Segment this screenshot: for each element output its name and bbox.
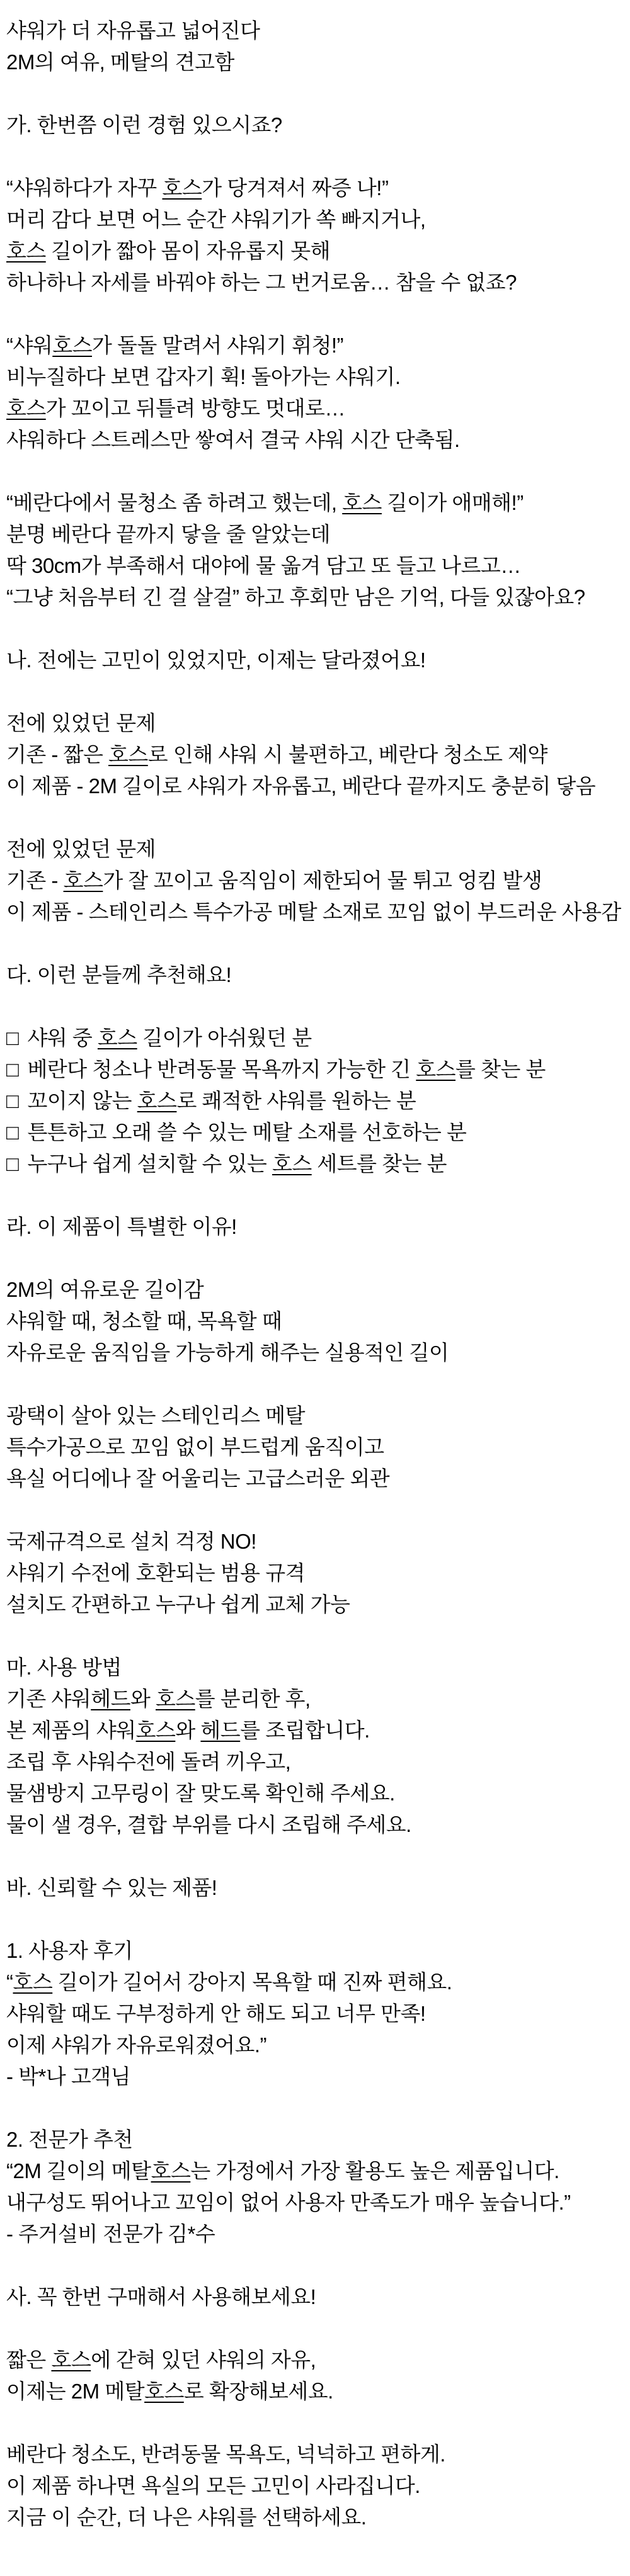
quote-line: “샤워하다가 자꾸 호스가 당겨져서 짜증 나!” <box>6 176 389 200</box>
checklist-item <box>6 1054 627 1085</box>
checkbox-icon: □ <box>6 1058 19 1081</box>
section-heading-text: 가. 한번쯤 이런 경험 있으시죠? <box>6 113 282 137</box>
checkbox-icon: □ <box>6 1026 19 1049</box>
closing-message-2 <box>6 2439 627 2533</box>
text-line: 비누질하다 보면 갑자기 휙! 돌아가는 샤워기. <box>6 365 401 388</box>
complaint-shower-pull <box>6 172 627 298</box>
section-heading-text: 라. 이 제품이 특별한 이유! <box>6 1215 237 1238</box>
problem-before-line: 기존 - 짧은 호스로 인해 샤워 시 불편하고, 베란다 청소도 제약 <box>6 743 547 766</box>
problem-solution-twist <box>6 833 627 928</box>
review-quote-line: “호스 길이가 길어서 강아지 목욕할 때 진짜 편해요. <box>6 1970 452 1994</box>
text-line: 샤워기 수전에 호환되는 범용 규격 <box>6 1561 305 1585</box>
intro-title-line: 샤워가 더 자유롭고 넓어진다 <box>6 19 260 42</box>
text-line: 자유로운 움직임을 가능하게 해주는 실용적인 길이 <box>6 1341 449 1364</box>
usage-step-line: 본 제품의 샤워호스와 헤드를 조립합니다. <box>6 1719 370 1742</box>
text-line: 샤워할 때, 청소할 때, 목욕할 때 <box>6 1309 282 1333</box>
quote-line: “베란다에서 물청소 좀 하려고 했는데, 호스 길이가 애매해!” <box>6 491 524 514</box>
review-quote-line: “2M 길이의 메탈호스는 가정에서 가장 활용도 높은 제품입니다. <box>6 2159 559 2183</box>
problem-title-line: 전에 있었던 문제 <box>6 711 156 735</box>
text-line: 베란다 청소도, 반려동물 목욕도, 넉넉하고 편하게. <box>6 2443 445 2466</box>
quote-line: “샤워호스가 돌돌 말려서 샤워기 휘청!” <box>6 334 344 357</box>
checkbox-icon: □ <box>6 1089 19 1112</box>
checkbox-icon: □ <box>6 1121 19 1144</box>
text-line: 지금 이 순간, 더 나은 샤워를 선택하세요. <box>6 2505 367 2529</box>
review-quote-line: 내구성도 뛰어나고 꼬임이 없어 사용자 만족도가 매우 높습니다.” <box>6 2191 571 2214</box>
text-line: “그냥 처음부터 긴 걸 살걸” 하고 후회만 남은 기억, 다들 있잖아요? <box>6 585 585 609</box>
feature-title-line: 광택이 살아 있는 스테인리스 메탈 <box>6 1404 305 1427</box>
section-heading-text: 나. 전에는 고민이 있었지만, 이제는 달라졌어요! <box>6 648 426 672</box>
checkbox-icon: □ <box>6 1152 19 1175</box>
problem-after-line: 이 제품 - 2M 길이로 샤워가 자유롭고, 베란다 끝까지도 충분히 닿음 <box>6 774 596 798</box>
checklist-item-label: 꼬이지 않는 호스로 쾌적한 샤워를 원하는 분 <box>27 1089 416 1112</box>
problem-before-line: 기존 - 호스가 잘 꼬이고 움직임이 제한되어 물 튀고 엉킴 발생 <box>6 869 542 892</box>
problem-title-line: 전에 있었던 문제 <box>6 837 156 861</box>
text-line: 이제는 2M 메탈호스로 확장해보세요. <box>6 2380 333 2403</box>
checklist-item-label: 베란다 청소나 반려동물 목욕까지 가능한 긴 호스를 찾는 분 <box>27 1058 546 1081</box>
checklist-item <box>6 1148 627 1180</box>
usage-instructions <box>6 1652 627 1841</box>
feature-title-line: 2M의 여유로운 길이감 <box>6 1278 204 1301</box>
feature-material <box>6 1400 627 1494</box>
section-heading-na <box>6 645 627 676</box>
usage-step-line: 물샘방지 고무링이 잘 맞도록 확인해 주세요. <box>6 1782 395 1805</box>
section-heading-da <box>6 959 627 991</box>
complaint-hose-twist <box>6 330 627 456</box>
text-line: 머리 감다 보면 어느 순간 샤워기가 쏙 빠지거나, <box>6 208 426 231</box>
feature-standard <box>6 1526 627 1620</box>
review-quote-line: 이제 샤워가 자유로워졌어요.” <box>6 2033 267 2057</box>
section-heading-text: 바. 신뢰할 수 있는 제품! <box>6 1876 217 1899</box>
text-line: 이 제품 하나면 욕실의 모든 고민이 사라집니다. <box>6 2474 420 2497</box>
complaint-veranda <box>6 487 627 613</box>
review-author-line: - 박*나 고객님 <box>6 2065 131 2088</box>
section-heading-ra <box>6 1211 627 1243</box>
text-line: 분명 베란다 끝까지 닿을 줄 알았는데 <box>6 523 331 546</box>
feature-length <box>6 1274 627 1369</box>
section-heading-text: 사. 꼭 한번 구매해서 사용해보세요! <box>6 2285 316 2308</box>
text-line: 욕실 어디에나 잘 어울리는 고급스러운 외관 <box>6 1467 390 1490</box>
section-heading-sa <box>6 2281 627 2313</box>
closing-message-1 <box>6 2344 627 2407</box>
intro-title <box>6 15 627 78</box>
text-line: 하나하나 자세를 바꿔야 하는 그 번거로움… 참을 수 없죠? <box>6 271 517 294</box>
usage-step-line: 조립 후 샤워수전에 돌려 끼우고, <box>6 1750 291 1773</box>
text-line: 짧은 호스에 갇혀 있던 샤워의 자유, <box>6 2348 316 2371</box>
text-line: 샤워하다 스트레스만 쌓여서 결국 샤워 시간 단축됨. <box>6 428 460 451</box>
usage-step-line: 기존 샤워헤드와 호스를 분리한 후, <box>6 1687 311 1710</box>
text-line: 호스가 꼬이고 뒤틀려 방향도 멋대로… <box>6 397 345 420</box>
checklist-item-label: 누구나 쉽게 설치할 수 있는 호스 세트를 찾는 분 <box>27 1152 447 1175</box>
checklist-item-label: 튼튼하고 오래 쓸 수 있는 메탈 소재를 선호하는 분 <box>27 1121 467 1144</box>
checklist-item-label: 샤워 중 호스 길이가 아쉬웠던 분 <box>27 1026 312 1049</box>
checklist-item <box>6 1085 627 1117</box>
feature-title-line: 국제규격으로 설치 걱정 NO! <box>6 1530 256 1553</box>
section-heading-ga <box>6 110 627 141</box>
usage-step-line: 물이 샐 경우, 결합 부위를 다시 조립해 주세요. <box>6 1813 411 1836</box>
intro-subtitle-line: 2M의 여유, 메탈의 견고함 <box>6 50 234 74</box>
section-heading-ba <box>6 1872 627 1904</box>
text-line: 설치도 간편하고 누구나 쉽게 교체 가능 <box>6 1593 350 1616</box>
review-title-line: 2. 전문가 추천 <box>6 2128 133 2151</box>
text-line: 딱 30cm가 부족해서 대야에 물 옮겨 담고 또 들고 나르고… <box>6 554 521 577</box>
problem-solution-length <box>6 708 627 802</box>
section-heading-text: 마. 사용 방법 <box>6 1656 122 1679</box>
user-review <box>6 1935 627 2093</box>
text-line: 호스 길이가 짧아 몸이 자유롭지 못해 <box>6 239 331 263</box>
text-line: 특수가공으로 꼬임 없이 부드럽게 움직이고 <box>6 1435 384 1459</box>
problem-after-line: 이 제품 - 스테인리스 특수가공 메탈 소재로 꼬임 없이 부드러운 사용감 <box>6 900 621 924</box>
section-heading-text: 다. 이런 분들께 추천해요! <box>6 963 232 986</box>
review-author-line: - 주거설비 전문가 김*수 <box>6 2222 215 2246</box>
review-title-line: 1. 사용자 후기 <box>6 1939 133 1962</box>
recommend-checklist <box>6 1022 627 1180</box>
checklist-item <box>6 1022 627 1054</box>
checklist-item <box>6 1117 627 1148</box>
expert-review <box>6 2124 627 2250</box>
review-quote-line: 샤워할 때도 구부정하게 안 해도 되고 너무 만족! <box>6 2002 426 2025</box>
